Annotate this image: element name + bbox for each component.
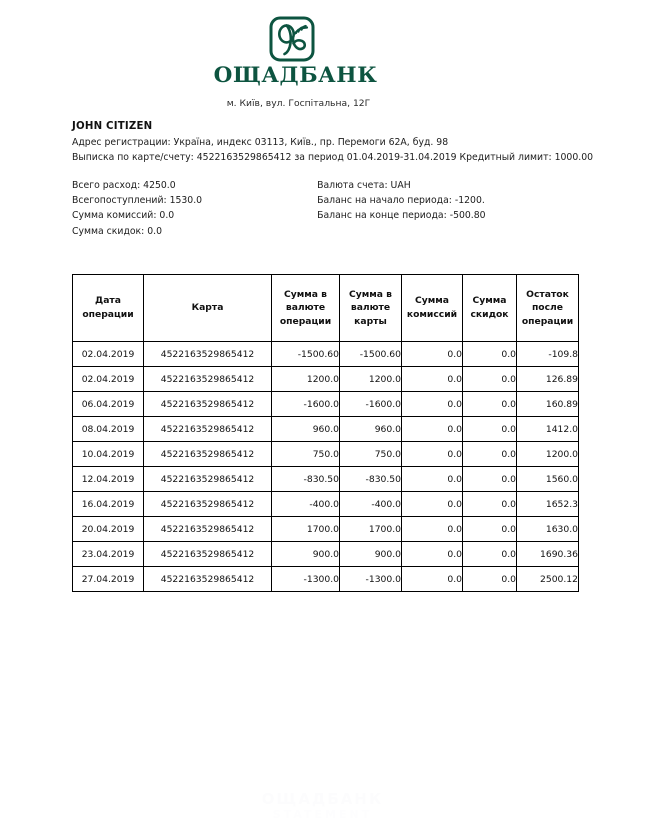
summary-account-currency: Валюта счета: UAH: [317, 180, 411, 191]
cell-card: 4522163529865412: [144, 467, 272, 492]
cell-card: 4522163529865412: [144, 367, 272, 392]
table-header-row: [73, 275, 579, 342]
cell-date: 08.04.2019: [73, 417, 144, 442]
cell-amount-operation: 1200.0: [272, 367, 340, 392]
column-header-amount-operation: Сумма в валюте операции: [272, 275, 340, 342]
cell-date: 16.04.2019: [73, 492, 144, 517]
summary-column-right: [317, 178, 587, 224]
cell-discount: 0.0: [463, 467, 517, 492]
column-header-date: Дата операции: [73, 275, 144, 342]
cell-balance: 1200.0: [517, 442, 579, 467]
column-header-card: Карта: [144, 275, 272, 342]
cell-commission: 0.0: [402, 492, 463, 517]
cell-card: 4522163529865412: [144, 392, 272, 417]
cell-amount-operation: 960.0: [272, 417, 340, 442]
transactions-table: [72, 274, 579, 592]
cell-amount-card: -830.50: [340, 467, 402, 492]
cell-discount: 0.0: [463, 517, 517, 542]
cell-balance: 160.89: [517, 392, 579, 417]
column-header-amount-card: Сумма в валюте карты: [340, 275, 402, 342]
cell-balance: 2500.12: [517, 567, 579, 592]
column-header-balance: Остаток после операции: [517, 275, 579, 342]
summary-total-income: Всегопоступлений: 1530.0: [72, 195, 203, 207]
watermark-line-1: ОЩАДБАНК: [261, 790, 384, 808]
cell-date: 20.04.2019: [73, 517, 144, 542]
cell-commission: 0.0: [402, 517, 463, 542]
cell-amount-operation: 1700.0: [272, 517, 340, 542]
table-row: [73, 342, 579, 367]
cell-discount: 0.0: [463, 542, 517, 567]
summary-total-commission: Сумма комиссий: 0.0: [72, 210, 175, 222]
cell-balance: 1560.0: [517, 467, 579, 492]
cell-card: 4522163529865412: [144, 442, 272, 467]
cell-card: 4522163529865412: [144, 517, 272, 542]
cell-card: 4522163529865412: [144, 542, 272, 567]
cell-commission: 0.0: [402, 417, 463, 442]
statement-period-line: Выписка по карте/счету: 4522163529865412 за период 01.04.2019-31.04.2019 Кредитный лимит: 1000.00: [72, 151, 594, 163]
bank-name: ОЩАДБАНК: [213, 63, 378, 88]
table-body: [73, 342, 579, 592]
customer-registration-address: Адрес регистрации: Україна, индекс 03113, Київ., пр. Перемоги 62А, буд. 98: [72, 137, 449, 148]
cell-date: 23.04.2019: [73, 542, 144, 567]
bank-logo: [0, 16, 645, 62]
summary-opening-balance: Баланс на начало периода: -1200.: [317, 195, 485, 207]
table-row: [73, 417, 579, 442]
cell-discount: 0.0: [463, 442, 517, 467]
summary-section: [72, 178, 592, 239]
cell-commission: 0.0: [402, 342, 463, 367]
column-header-discount: Сумма скидок: [463, 275, 517, 342]
cell-card: 4522163529865412: [144, 417, 272, 442]
cell-discount: 0.0: [463, 417, 517, 442]
cell-amount-card: 750.0: [340, 442, 402, 467]
cell-amount-operation: -1500.60: [272, 342, 340, 367]
cell-balance: 1412.0: [517, 417, 579, 442]
cell-date: 27.04.2019: [73, 567, 144, 592]
cell-balance: 1630.0: [517, 517, 579, 542]
cell-amount-operation: 750.0: [272, 442, 340, 467]
table-row: [73, 392, 579, 417]
cell-amount-operation: -1600.0: [272, 392, 340, 417]
cell-discount: 0.0: [463, 367, 517, 392]
cell-card: 4522163529865412: [144, 342, 272, 367]
table-row: [73, 442, 579, 467]
page-watermark: [0, 792, 645, 822]
cell-amount-card: -1500.60: [340, 342, 402, 367]
cell-commission: 0.0: [402, 367, 463, 392]
bank-address: м. Київ, вул. Госпітальна, 12Г: [226, 97, 371, 109]
cell-amount-operation: -830.50: [272, 467, 340, 492]
summary-column-left: [72, 178, 312, 239]
cell-discount: 0.0: [463, 567, 517, 592]
cell-card: 4522163529865412: [144, 567, 272, 592]
cell-discount: 0.0: [463, 342, 517, 367]
cell-balance: -109.8: [517, 342, 579, 367]
table-row: [73, 517, 579, 542]
cell-amount-card: 960.0: [340, 417, 402, 442]
cell-amount-card: 1200.0: [340, 367, 402, 392]
cell-amount-operation: -400.0: [272, 492, 340, 517]
cell-amount-card: -1300.0: [340, 567, 402, 592]
summary-total-expense: Всего расход: 4250.0: [72, 180, 176, 191]
cell-amount-card: 900.0: [340, 542, 402, 567]
cell-date: 02.04.2019: [73, 367, 144, 392]
cell-balance: 126.89: [517, 367, 579, 392]
cell-commission: 0.0: [402, 567, 463, 592]
cell-amount-operation: -1300.0: [272, 567, 340, 592]
cell-commission: 0.0: [402, 442, 463, 467]
cell-balance: 1690.36: [517, 542, 579, 567]
cell-commission: 0.0: [402, 392, 463, 417]
cell-amount-card: -400.0: [340, 492, 402, 517]
cell-amount-card: 1700.0: [340, 517, 402, 542]
summary-closing-balance: Баланс на конце периода: -500.80: [317, 210, 486, 222]
cell-discount: 0.0: [463, 492, 517, 517]
summary-total-discount: Сумма скидок: 0.0: [72, 225, 163, 237]
cell-date: 12.04.2019: [73, 467, 144, 492]
table-row: [73, 467, 579, 492]
cell-commission: 0.0: [402, 467, 463, 492]
cell-date: 02.04.2019: [73, 342, 144, 367]
cell-balance: 1652.3: [517, 492, 579, 517]
oschadbank-leaf-monogram-icon: [269, 16, 315, 62]
cell-amount-operation: 900.0: [272, 542, 340, 567]
customer-name: JOHN CITIZEN: [72, 121, 153, 132]
table-row: [73, 567, 579, 592]
cell-commission: 0.0: [402, 542, 463, 567]
table-row: [73, 542, 579, 567]
table-row: [73, 367, 579, 392]
cell-card: 4522163529865412: [144, 492, 272, 517]
watermark-line-2: STATEMENT: [272, 808, 373, 821]
bank-header: [0, 16, 645, 108]
cell-date: 06.04.2019: [73, 392, 144, 417]
column-header-commission: Сумма комиссий: [402, 275, 463, 342]
cell-date: 10.04.2019: [73, 442, 144, 467]
table-row: [73, 492, 579, 517]
cell-amount-card: -1600.0: [340, 392, 402, 417]
cell-discount: 0.0: [463, 392, 517, 417]
customer-header: [72, 121, 592, 165]
transactions-table-wrapper: [72, 274, 578, 592]
